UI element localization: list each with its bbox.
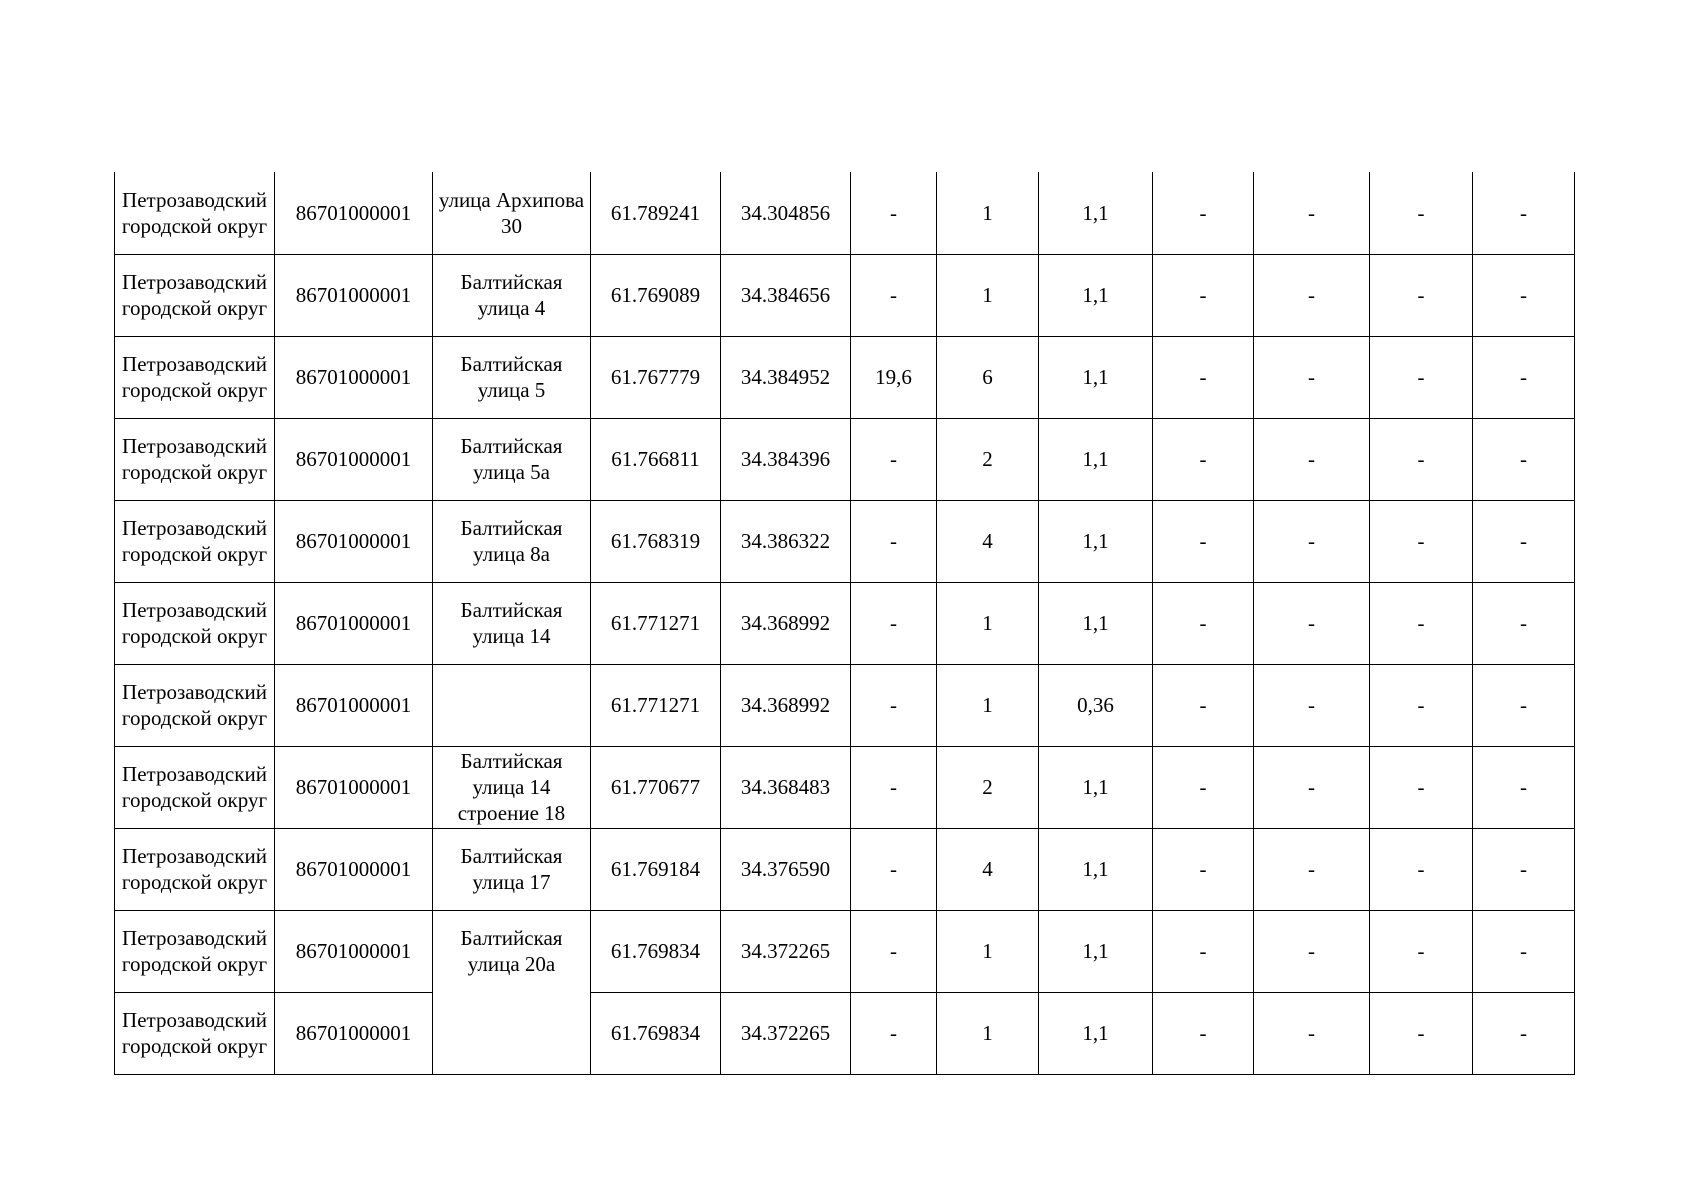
table-row [115,500,1575,582]
table-row [115,418,1575,500]
table-cell: - [1473,828,1575,910]
oktmo-cell: 86701000001 [275,664,433,746]
table-cell: - [1254,500,1370,582]
municipality-cell: Петрозаводский городской округ [115,910,275,992]
table-cell: - [1153,910,1254,992]
container-count-cell: 4 [937,500,1039,582]
container-count-cell: 2 [937,418,1039,500]
table-cell: - [1254,418,1370,500]
container-count-cell: 1 [937,254,1039,336]
table-cell: - [1370,582,1473,664]
area-cell: - [851,746,937,828]
table-cell: - [1153,500,1254,582]
municipality-cell: Петрозаводский городской округ [115,172,275,254]
container-volume-cell: 1,1 [1039,336,1153,418]
container-volume-cell: 1,1 [1039,500,1153,582]
address-cell: Балтийская улица 5 [433,336,591,418]
table-cell: - [1254,664,1370,746]
table-cell: - [1153,254,1254,336]
latitude-cell: 61.771271 [591,582,721,664]
container-count-cell: 1 [937,172,1039,254]
oktmo-cell: 86701000001 [275,582,433,664]
longitude-cell: 34.368483 [721,746,851,828]
container-volume-cell: 0,36 [1039,664,1153,746]
oktmo-cell: 86701000001 [275,828,433,910]
table-cell: - [1254,582,1370,664]
municipality-cell: Петрозаводский городской округ [115,582,275,664]
municipality-cell: Петрозаводский городской округ [115,418,275,500]
table-cell: - [1254,828,1370,910]
table-row [115,828,1575,910]
table-row [115,910,1575,992]
container-volume-cell: 1,1 [1039,910,1153,992]
table-cell: - [1473,172,1575,254]
address-cell: Балтийская улица 8а [433,500,591,582]
area-cell: - [851,582,937,664]
latitude-cell: 61.767779 [591,336,721,418]
table-cell: - [1153,582,1254,664]
table-cell: - [1153,172,1254,254]
table-cell: - [1153,746,1254,828]
longitude-cell: 34.384952 [721,336,851,418]
table-cell: - [1473,664,1575,746]
container-count-cell: 6 [937,336,1039,418]
latitude-cell: 61.769834 [591,910,721,992]
latitude-cell: 61.771271 [591,664,721,746]
address-cell: Балтийская улица 17 [433,828,591,910]
latitude-cell: 61.768319 [591,500,721,582]
table-cell: - [1153,336,1254,418]
longitude-cell: 34.368992 [721,664,851,746]
municipality-cell: Петрозаводский городской округ [115,500,275,582]
table-cell: - [1473,254,1575,336]
table-cell: - [1370,336,1473,418]
container-count-cell: 1 [937,664,1039,746]
municipality-cell: Петрозаводский городской округ [115,992,275,1074]
area-cell: - [851,418,937,500]
table-row [115,336,1575,418]
latitude-cell: 61.769089 [591,254,721,336]
address-cell: Балтийская улица 14 [433,582,591,664]
area-cell: - [851,254,937,336]
oktmo-cell: 86701000001 [275,418,433,500]
longitude-cell: 34.386322 [721,500,851,582]
latitude-cell: 61.789241 [591,172,721,254]
table-cell: - [1254,992,1370,1074]
area-cell: - [851,500,937,582]
table-cell: - [1370,910,1473,992]
area-cell: 19,6 [851,336,937,418]
longitude-cell: 34.372265 [721,992,851,1074]
container-volume-cell: 1,1 [1039,828,1153,910]
table-cell: - [1473,746,1575,828]
oktmo-cell: 86701000001 [275,172,433,254]
table-cell: - [1473,582,1575,664]
table-row [115,254,1575,336]
oktmo-cell: 86701000001 [275,746,433,828]
container-count-cell: 4 [937,828,1039,910]
table-cell: - [1254,910,1370,992]
table-cell: - [1473,910,1575,992]
container-volume-cell: 1,1 [1039,172,1153,254]
container-count-cell: 1 [937,992,1039,1074]
container-volume-cell: 1,1 [1039,254,1153,336]
table-cell: - [1370,664,1473,746]
table-cell: - [1473,336,1575,418]
table-cell: - [1370,500,1473,582]
latitude-cell: 61.766811 [591,418,721,500]
oktmo-cell: 86701000001 [275,336,433,418]
table-cell: - [1153,418,1254,500]
municipality-cell: Петрозаводский городской округ [115,254,275,336]
table-cell: - [1370,746,1473,828]
table-row [115,992,1575,1074]
latitude-cell: 61.769834 [591,992,721,1074]
address-cell: Балтийская улица 20а [433,910,591,1074]
longitude-cell: 34.384396 [721,418,851,500]
table-cell: - [1370,254,1473,336]
municipality-cell: Петрозаводский городской округ [115,336,275,418]
container-volume-cell: 1,1 [1039,992,1153,1074]
table-cell: - [1153,664,1254,746]
container-count-cell: 1 [937,582,1039,664]
table-cell: - [1254,254,1370,336]
table-cell: - [1370,828,1473,910]
table-cell: - [1254,336,1370,418]
municipality-cell: Петрозаводский городской округ [115,746,275,828]
oktmo-cell: 86701000001 [275,992,433,1074]
address-cell: Балтийская улица 4 [433,254,591,336]
table-row [115,172,1575,254]
area-cell: - [851,664,937,746]
table-row [115,664,1575,746]
container-volume-cell: 1,1 [1039,418,1153,500]
table-cell: - [1473,500,1575,582]
table-row [115,582,1575,664]
container-count-cell: 2 [937,746,1039,828]
latitude-cell: 61.770677 [591,746,721,828]
oktmo-cell: 86701000001 [275,254,433,336]
longitude-cell: 34.368992 [721,582,851,664]
address-cell: улица Архипова 30 [433,172,591,254]
longitude-cell: 34.384656 [721,254,851,336]
area-cell: - [851,992,937,1074]
area-cell: - [851,172,937,254]
table-cell: - [1370,418,1473,500]
table-cell: - [1370,172,1473,254]
table-cell: - [1473,418,1575,500]
municipality-cell: Петрозаводский городской округ [115,664,275,746]
table-cell: - [1254,172,1370,254]
table-cell: - [1153,992,1254,1074]
table-cell: - [1153,828,1254,910]
container-volume-cell: 1,1 [1039,746,1153,828]
municipality-cell: Петрозаводский городской округ [115,828,275,910]
container-count-cell: 1 [937,910,1039,992]
longitude-cell: 34.376590 [721,828,851,910]
container-volume-cell: 1,1 [1039,582,1153,664]
container-sites-table [114,172,1575,1075]
table-row [115,746,1575,828]
area-cell: - [851,910,937,992]
oktmo-cell: 86701000001 [275,910,433,992]
latitude-cell: 61.769184 [591,828,721,910]
table-cell: - [1254,746,1370,828]
table-cell: - [1370,992,1473,1074]
address-cell [433,664,591,746]
address-cell: Балтийская улица 14 строение 18 [433,746,591,828]
longitude-cell: 34.372265 [721,910,851,992]
longitude-cell: 34.304856 [721,172,851,254]
address-cell: Балтийская улица 5а [433,418,591,500]
area-cell: - [851,828,937,910]
table-cell: - [1473,992,1575,1074]
oktmo-cell: 86701000001 [275,500,433,582]
